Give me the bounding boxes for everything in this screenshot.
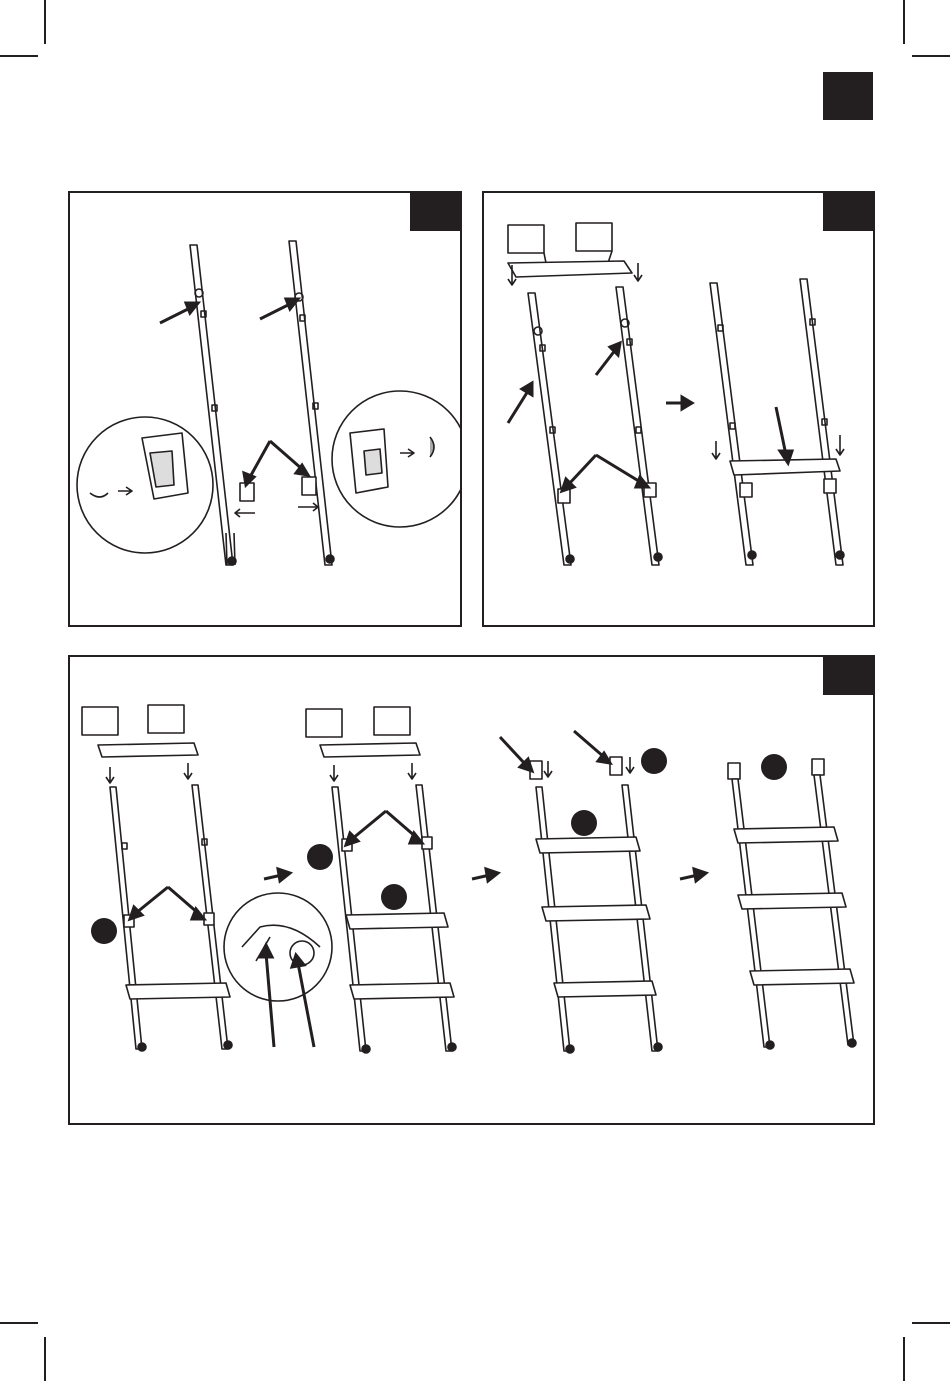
step-panel-c — [68, 655, 875, 1125]
crop-mark — [0, 1322, 38, 1324]
illustration-first-step — [484, 193, 875, 627]
crop-mark — [912, 55, 950, 57]
crop-mark — [44, 0, 46, 44]
crop-mark — [903, 0, 905, 44]
crop-mark — [44, 1337, 46, 1381]
crop-mark — [912, 1322, 950, 1324]
crop-mark — [0, 55, 38, 57]
crop-mark — [903, 1337, 905, 1381]
illustration-remaining-steps — [70, 657, 875, 1125]
page-number-tab — [823, 72, 873, 120]
illustration-poles-clips — [70, 193, 462, 627]
step-panel-b — [482, 191, 875, 627]
step-panel-a — [68, 191, 462, 627]
